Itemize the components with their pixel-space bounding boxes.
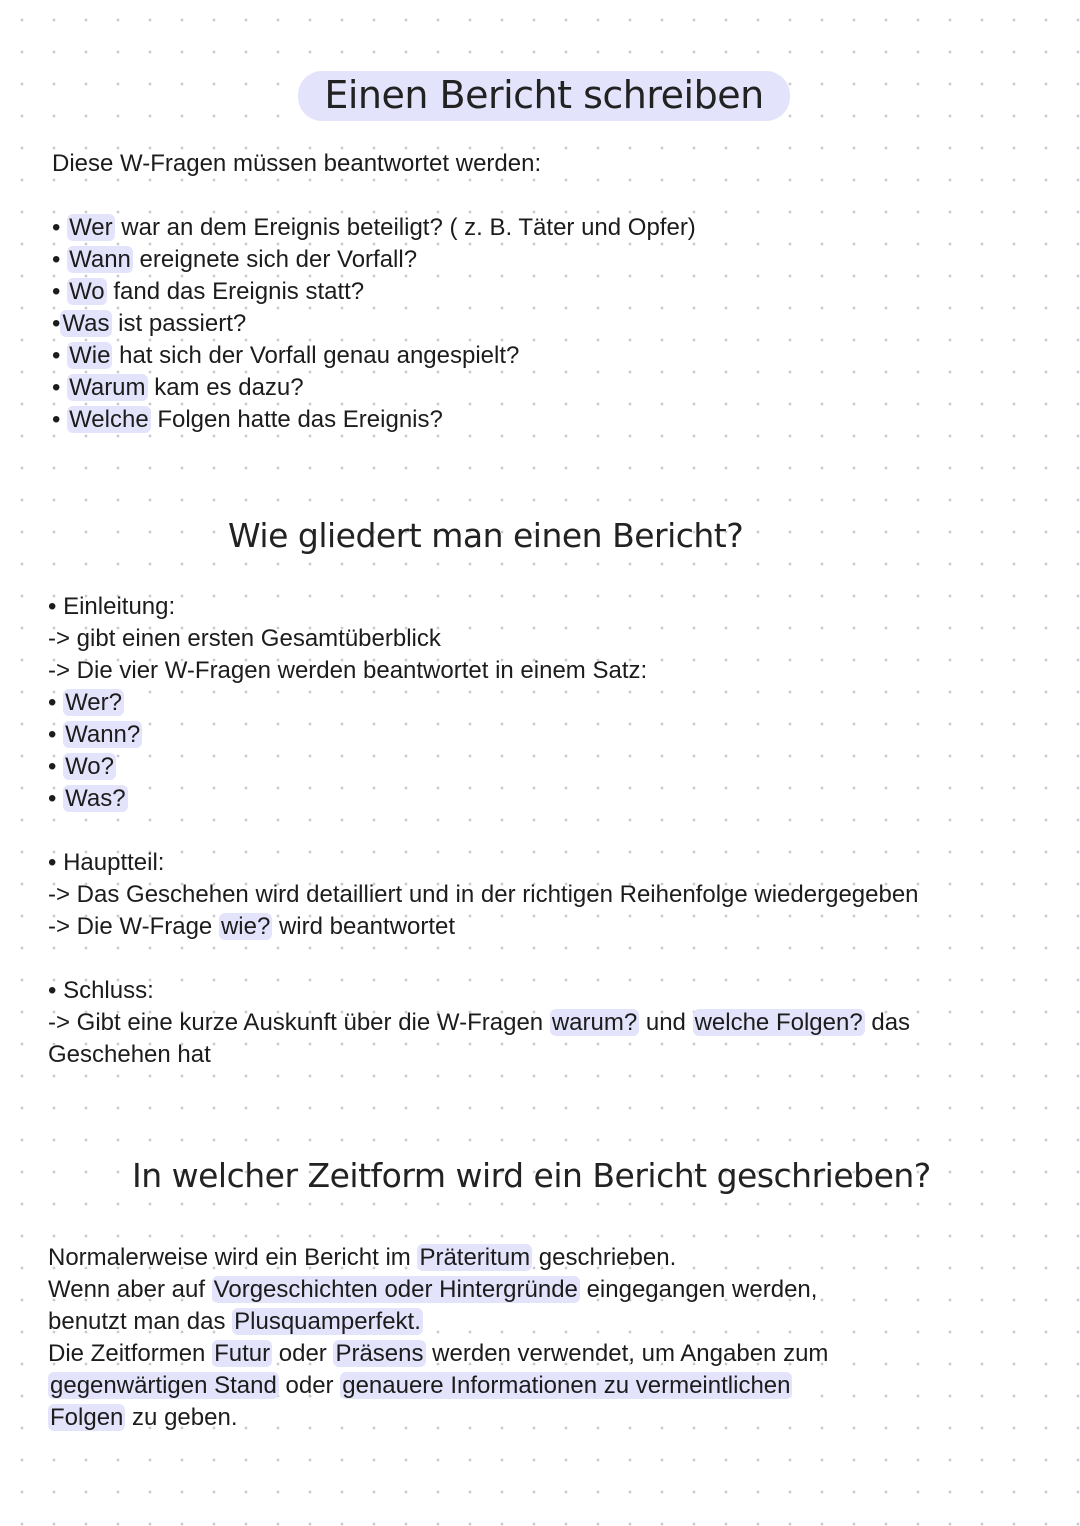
highlight: welche Folgen?	[694, 1009, 863, 1036]
tense-line-2: Wenn aber auf Vorgeschichten oder Hintergründe eingegangen werden,	[48, 1276, 818, 1303]
einleitung-label: • Einleitung:	[48, 593, 176, 620]
highlight: Wie	[69, 342, 111, 369]
highlight: genauere Informationen zu vermeintlichen	[342, 1372, 791, 1399]
highlight: Was?	[65, 785, 126, 812]
highlight: Vorgeschichten oder Hintergründe	[213, 1276, 578, 1303]
tense-heading: In welcher Zeitform wird ein Bericht geschrieben?	[132, 1156, 931, 1195]
highlight: wie?	[220, 913, 271, 940]
section-intro: Diese W-Fragen müssen beantwortet werden:	[52, 150, 542, 177]
question-item: • Welche Folgen hatte das Ereignis?	[52, 406, 443, 433]
w-questions-list	[52, 212, 696, 436]
highlight: Wo?	[65, 753, 114, 780]
einleitung-line-2: -> Die vier W-Fragen werden beantwortet in einem Satz:	[48, 657, 648, 684]
tense-line-1: Normalerweise wird ein Bericht im Präteritum geschrieben.	[48, 1244, 677, 1271]
highlight: Präteritum	[419, 1244, 531, 1271]
tense-line-6: Folgen zu geben.	[50, 1404, 238, 1431]
highlight: Welche	[69, 406, 149, 433]
highlight: Was	[62, 310, 110, 337]
highlight: Wer	[69, 214, 113, 241]
hauptteil-label: • Hauptteil:	[48, 849, 165, 876]
question-item: • Warum kam es dazu?	[52, 374, 304, 401]
structure-heading: Wie gliedert man einen Bericht?	[228, 516, 744, 555]
highlight: Plusquamperfekt.	[234, 1308, 421, 1335]
tense-line-4: Die Zeitformen Futur oder Präsens werden verwendet, um Angaben zum	[48, 1340, 829, 1367]
hauptteil-line-2: -> Die W-Frage wie? wird beantwortet	[48, 913, 456, 940]
question-item: • Wie hat sich der Vorfall genau angespielt?	[52, 342, 520, 369]
highlight: Folgen	[50, 1404, 124, 1431]
hauptteil-line-1: -> Das Geschehen wird detailliert und in der richtigen Reihenfolge wiedergegeben	[48, 881, 919, 908]
title-area	[0, 46, 1080, 147]
highlight: Warum	[69, 374, 146, 401]
einleitung-item: • Wann?	[48, 721, 141, 748]
einleitung-line-1: -> gibt einen ersten Gesamtüberblick	[48, 625, 441, 652]
highlight: gegenwärtigen Stand	[50, 1372, 277, 1399]
einleitung-items-list	[48, 687, 919, 815]
highlight: warum?	[551, 1009, 638, 1036]
tense-section	[48, 1242, 828, 1434]
schluss-line-1: -> Gibt eine kurze Auskunft über die W-Fragen warum? und welche Folgen? das	[48, 1009, 911, 1036]
page-title: Einen Bericht schreiben	[298, 71, 789, 121]
tense-line-3: benutzt man das Plusquamperfekt.	[48, 1308, 421, 1335]
highlight: Wo	[69, 278, 105, 305]
highlight: Wann?	[65, 721, 141, 748]
highlight: Wer?	[65, 689, 122, 716]
einleitung-item: • Was?	[48, 785, 126, 812]
highlight: Präsens	[335, 1340, 424, 1367]
einleitung-item: • Wo?	[48, 753, 114, 780]
highlight: Futur	[214, 1340, 271, 1367]
w-questions-section	[52, 148, 696, 436]
question-item: • Wer war an dem Ereignis beteiligt? ( z. B. Täter und Opfer)	[52, 214, 696, 241]
question-item: •Was ist passiert?	[52, 310, 247, 337]
highlight: Wann	[69, 246, 131, 273]
question-item: • Wann ereignete sich der Vorfall?	[52, 246, 418, 273]
schluss-label: • Schluss:	[48, 977, 154, 1004]
structure-section	[48, 591, 919, 1071]
einleitung-item: • Wer?	[48, 689, 122, 716]
question-item: • Wo fand das Ereignis statt?	[52, 278, 365, 305]
tense-line-5: gegenwärtigen Stand oder genauere Informationen zu vermeintlichen	[50, 1372, 791, 1399]
schluss-line-2: Geschehen hat	[48, 1041, 211, 1068]
